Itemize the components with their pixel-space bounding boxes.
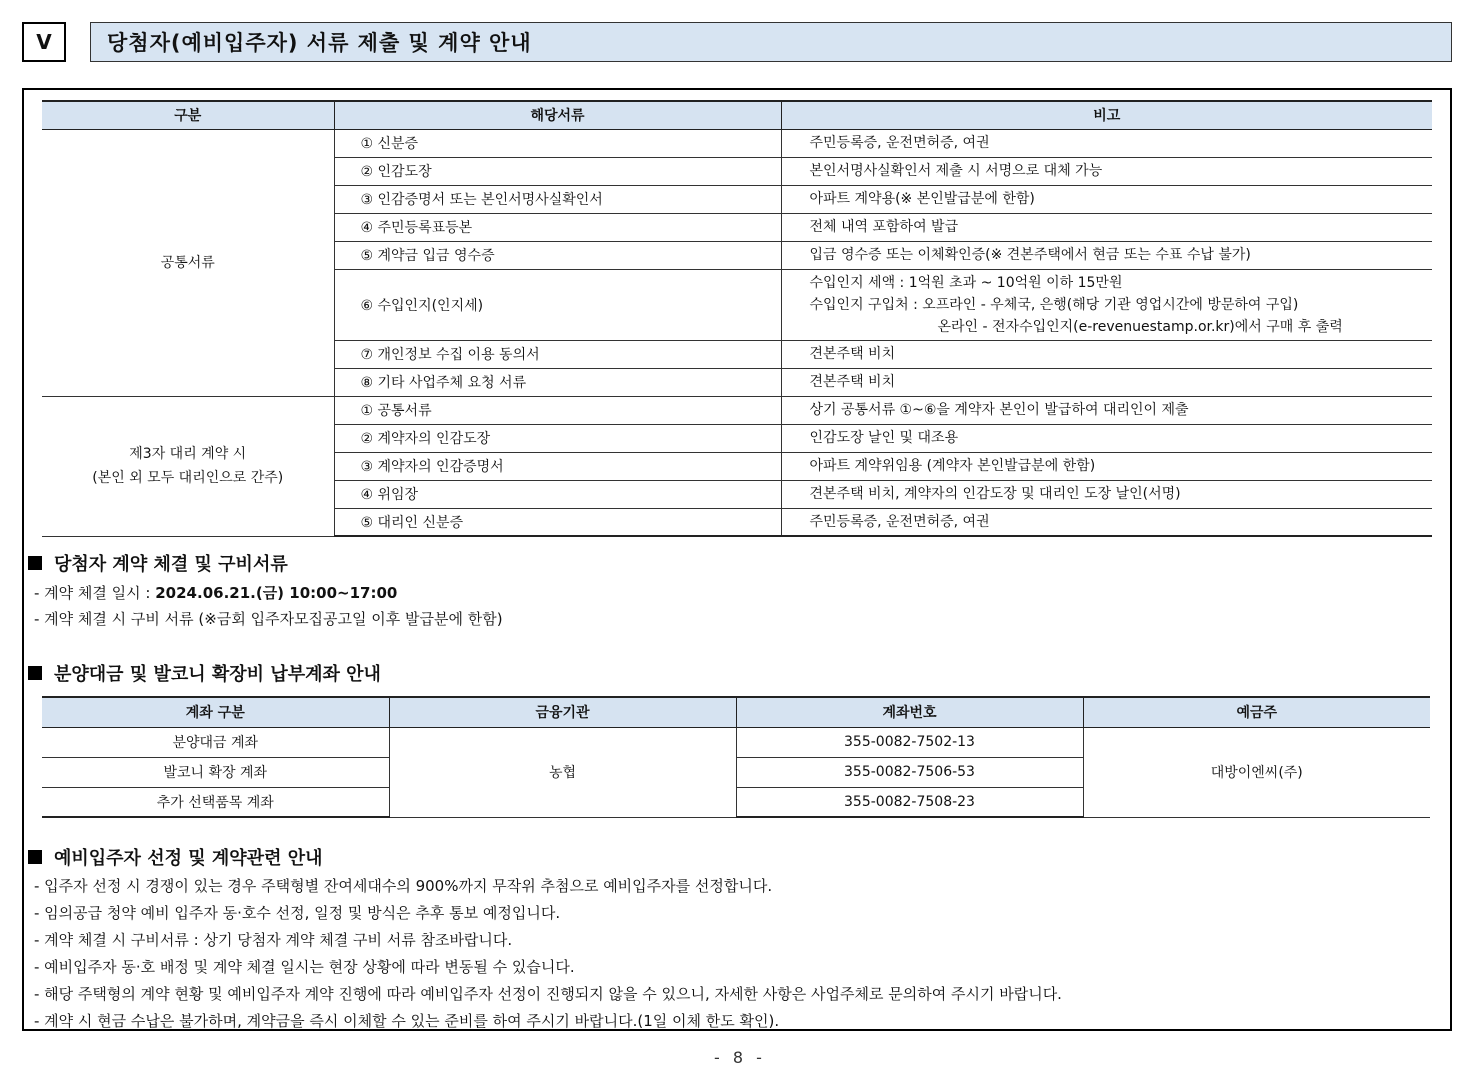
note-cell: 아파트 계약위임용 (계약자 본인발급분에 한함) (781, 452, 1432, 480)
doc-cell: ⑤ 대리인 신분증 (334, 508, 781, 536)
doc-cell: ⑥ 수입인지(인지세) (334, 269, 781, 340)
doc-cell: ③ 계약자의 인감증명서 (334, 452, 781, 480)
table-header-row (42, 697, 1430, 727)
documents-table (42, 100, 1432, 537)
reserve-line: - 임의공급 청약 예비 입주자 동·호수 선정, 일정 및 방식은 추후 통보 예정입니다. (34, 904, 561, 922)
header-remarks: 비고 (781, 101, 1432, 129)
doc-cell: ② 계약자의 인감도장 (334, 424, 781, 452)
note-cell: 본인서명사실확인서 제출 시 서명으로 대체 가능 (781, 157, 1432, 185)
group-label-line: (본인 외 모두 대리인으로 간주) (92, 470, 284, 486)
table-row (42, 727, 1430, 757)
contract-section-title (28, 550, 288, 576)
doc-cell: ④ 주민등록표등본 (334, 213, 781, 241)
note-cell: 견본주택 비치 (781, 368, 1432, 396)
header-documents: 해당서류 (334, 101, 781, 129)
group-proxy-contract (42, 396, 334, 536)
doc-cell: ③ 인감증명서 또는 본인서명사실확인서 (334, 185, 781, 213)
note-cell: 주민등록증, 운전면허증, 여권 (781, 129, 1432, 157)
contract-title-text: 당첨자 계약 체결 및 구비서류 (54, 554, 288, 575)
header-account-number: 계좌번호 (736, 697, 1083, 727)
reserve-line: - 계약 체결 시 구비서류 : 상기 당첨자 계약 체결 구비 서류 참조바랍니다. (34, 931, 513, 949)
doc-cell: ② 인감도장 (334, 157, 781, 185)
accounts-section-title (28, 660, 381, 686)
table-header-row (42, 101, 1432, 129)
account-type-cell: 발코니 확장 계좌 (42, 757, 389, 787)
note-cell: 아파트 계약용(※ 본인발급분에 한함) (781, 185, 1432, 213)
page-number: - 8 - (714, 1048, 766, 1067)
account-type-cell: 추가 선택품목 계좌 (42, 787, 389, 817)
doc-cell: ④ 위임장 (334, 480, 781, 508)
doc-cell: ① 신분증 (334, 129, 781, 157)
holder-cell: 대방이엔씨(주) (1083, 727, 1430, 817)
contract-date-line (34, 582, 397, 603)
table-row (42, 129, 1432, 157)
reserve-line: - 해당 주택형의 계약 현황 및 예비입주자 계약 진행에 따라 예비입주자 선정이 진행되지 않을 수 있으니, 자세한 사항은 사업주체로 문의하여 주시기 바랍니다. (34, 985, 1062, 1003)
note-line: 온라인 - 전자수입인지(e-revenuestamp.or.kr)에서 구매 후 출력 (937, 318, 1343, 335)
doc-cell: ⑦ 개인정보 수집 이용 동의서 (334, 340, 781, 368)
account-number-cell: 355-0082-7506-53 (736, 757, 1083, 787)
note-cell: 상기 공통서류 ①~⑥을 계약자 본인이 발급하여 대리인이 제출 (781, 396, 1432, 424)
account-type-cell: 분양대금 계좌 (42, 727, 389, 757)
note-line: 수입인지 구입처 : 오프라인 - 우체국, 은행(해당 기관 영업시간에 방문하여 구입) (809, 296, 1299, 313)
contract-date-label: - 계약 체결 일시 : (34, 584, 156, 602)
reserve-line: - 입주자 선정 시 경쟁이 있는 경우 주택형별 잔여세대수의 900%까지 무작위 추첨으로 예비입주자를 선정합니다. (34, 877, 773, 895)
table-row (42, 396, 1432, 424)
contract-docs-line: - 계약 체결 시 구비 서류 (※금회 입주자모집공고일 이후 발급분에 한함) (34, 610, 503, 628)
content-frame (22, 88, 1452, 1031)
reserve-line: - 예비입주자 동·호 배정 및 계약 체결 일시는 현장 상황에 따라 변동될 수 있습니다. (34, 958, 575, 976)
reserve-title-text: 예비입주자 선정 및 계약관련 안내 (54, 848, 323, 869)
note-cell: 인감도장 날인 및 대조용 (781, 424, 1432, 452)
stamp-tax-note (781, 269, 1432, 340)
header-holder: 예금주 (1083, 697, 1430, 727)
section-header (22, 22, 1452, 62)
doc-cell: ⑧ 기타 사업주체 요청 서류 (334, 368, 781, 396)
note-cell: 주민등록증, 운전면허증, 여권 (781, 508, 1432, 536)
reserve-section-title (28, 844, 323, 870)
doc-cell: ⑤ 계약금 입금 영수증 (334, 241, 781, 269)
note-cell: 전체 내역 포함하여 발급 (781, 213, 1432, 241)
square-bullet-icon (28, 666, 42, 680)
header-bank: 금융기관 (389, 697, 736, 727)
header-category: 구분 (42, 101, 334, 129)
doc-cell: ① 공통서류 (334, 396, 781, 424)
group-common-docs: 공통서류 (42, 129, 334, 396)
square-bullet-icon (28, 556, 42, 570)
account-number-cell: 355-0082-7508-23 (736, 787, 1083, 817)
account-number-cell: 355-0082-7502-13 (736, 727, 1083, 757)
section-number: V (22, 22, 66, 62)
group-label-line: 제3자 대리 계약 시 (129, 446, 247, 462)
note-cell: 견본주택 비치, 계약자의 인감도장 및 대리인 도장 날인(서명) (781, 480, 1432, 508)
accounts-title-text: 분양대금 및 발코니 확장비 납부계좌 안내 (54, 664, 381, 685)
header-account-type: 계좌 구분 (42, 697, 389, 727)
note-cell: 입금 영수증 또는 이체확인증(※ 견본주택에서 현금 또는 수표 수납 불가) (781, 241, 1432, 269)
contract-date-value: 2024.06.21.(금) 10:00~17:00 (155, 584, 398, 602)
section-title: 당첨자(예비입주자) 서류 제출 및 계약 안내 (90, 22, 1452, 62)
note-cell: 견본주택 비치 (781, 340, 1432, 368)
square-bullet-icon (28, 850, 42, 864)
reserve-line: - 계약 시 현금 수납은 불가하며, 계약금을 즉시 이체할 수 있는 준비를 하여 주시기 바랍니다.(1일 이체 한도 확인). (34, 1012, 780, 1030)
bank-cell: 농협 (389, 727, 736, 817)
note-line: 수입인지 세액 : 1억원 초과 ~ 10억원 이하 15만원 (809, 274, 1123, 291)
accounts-table (42, 696, 1430, 818)
